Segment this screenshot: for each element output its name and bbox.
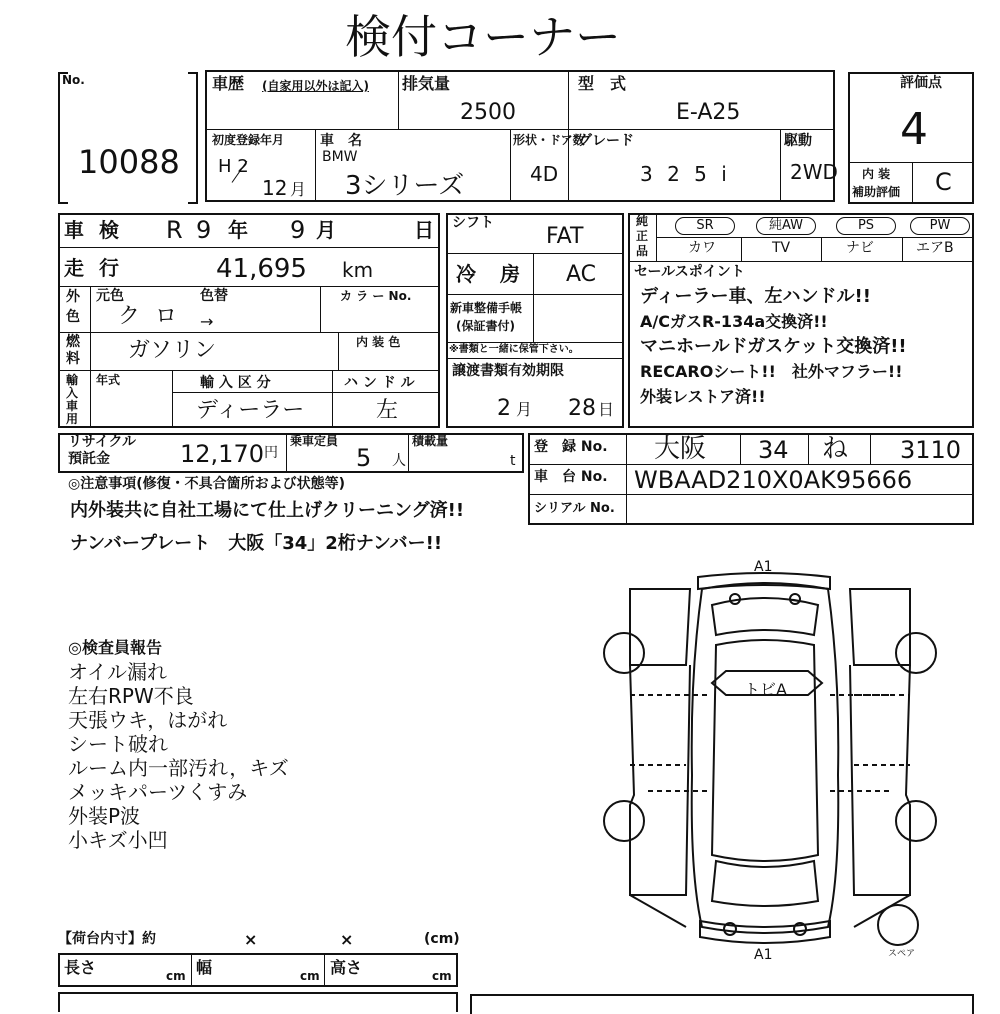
fuel-side-1: 燃: [66, 334, 80, 350]
equipment-side-label: 純正品: [636, 214, 649, 258]
load-unit: t: [510, 453, 516, 469]
cargo-length-unit: cm: [166, 969, 186, 983]
cargo-extra-row: [58, 992, 458, 1012]
page-title: 検付コーナー: [345, 10, 621, 64]
docs-label: 譲渡書類有効期限: [452, 363, 564, 379]
warranty-note: ※書類と一緒に保管下さい。: [449, 344, 579, 355]
drive-value: 2WD: [790, 160, 838, 184]
cargo-height-label: 高さ: [330, 958, 363, 977]
inspector-line: 外装P波: [68, 804, 141, 828]
inspector-line: メッキパーツくすみ: [68, 780, 248, 804]
notes-label: ◎注意事項(修復・不具合箇所および状態等): [68, 476, 346, 492]
import-side-label: 輸入車用: [66, 373, 79, 426]
vehicle-info-table: [58, 213, 440, 428]
registration-class: 34: [758, 436, 789, 464]
registration-kana: ね: [822, 434, 849, 464]
inspector-line: シート破れ: [68, 732, 168, 756]
color-change-value: →: [200, 312, 214, 331]
warranty-label: 新車整備手帳: [450, 301, 523, 315]
interior-value: C: [935, 168, 952, 196]
first-reg-month: 12: [262, 176, 288, 200]
inspection-label: 車 検: [64, 218, 123, 242]
no-label: No.: [62, 73, 85, 87]
chassis-number: WBAAD210X0AK95666: [634, 466, 913, 494]
docs-month: 2: [497, 396, 511, 421]
registration-number: 3110: [900, 436, 962, 464]
sales-point-line: ディーラー車、左ハンドル!!: [640, 286, 871, 307]
docs-day: 28: [568, 396, 596, 421]
interior-sub-label: 補助評価: [852, 185, 901, 199]
cargo-length-label: 長さ: [64, 958, 97, 977]
interior-color-label: 内 装 色: [356, 335, 401, 349]
model-label: 型 式: [578, 74, 627, 93]
drive-label: 駆動: [784, 133, 812, 149]
capacity-value: 5: [356, 444, 372, 472]
grade-value: 3 2 5 i: [640, 162, 731, 186]
registration-label: 登 録 No.: [534, 439, 608, 455]
mileage-value: 41,695: [216, 254, 307, 284]
equip-alloy-wheel: 純AW: [756, 217, 816, 235]
inspection-month: 9: [290, 216, 306, 244]
color-side-2: 色: [66, 309, 80, 325]
import-year-label: 年式: [96, 373, 121, 387]
ac-label: 冷 房: [456, 262, 522, 286]
orig-color-label: 元色: [96, 288, 124, 304]
docs-day-unit: 日: [598, 400, 615, 419]
sales-point-line: A/CガスR-134a交換済!!: [640, 312, 828, 331]
mileage-unit: km: [342, 258, 374, 282]
model-value: E-A25: [676, 100, 741, 125]
capacity-unit: 人: [392, 453, 406, 469]
inspection-year-unit: 年: [228, 218, 248, 242]
score-label: 評価点: [900, 75, 942, 91]
load-label: 積載量: [412, 434, 449, 448]
notes-line: ナンバープレート 大阪「34」2桁ナンバー!!: [70, 533, 443, 554]
sales-point-line: RECAROシート!! 社外マフラー!!: [640, 362, 903, 381]
first-reg-month-unit: 月: [290, 180, 307, 199]
equip-sr: SR: [675, 217, 735, 235]
first-reg-year: H 2: [218, 156, 249, 177]
lot-number: 10088: [78, 143, 180, 181]
sales-point-line: マニホールドガスケット交換済!!: [640, 336, 907, 357]
first-reg-label: 初度登録年月: [212, 133, 285, 147]
docs-month-unit: 月: [516, 400, 533, 419]
car-name: 3シリーズ: [345, 171, 465, 201]
inspector-label: ◎検査員報告: [68, 638, 162, 657]
fuel-value: ガソリン: [128, 338, 217, 363]
equip-ps: PS: [836, 217, 896, 235]
warranty-sub-label: (保証書付): [456, 319, 515, 333]
diagram-rear-label: A1: [754, 947, 773, 963]
spare-tire-label: スペア: [888, 949, 916, 959]
handle-value: 左: [376, 398, 399, 423]
ac-value: AC: [566, 262, 597, 287]
equip-airbag: エアB: [916, 240, 954, 256]
bottom-right-box: [470, 994, 974, 1014]
cargo-table: [58, 953, 458, 987]
score-value: 4: [900, 104, 928, 155]
cargo-x1: ×: [244, 930, 258, 949]
recycle-value: 12,170: [180, 440, 264, 468]
body-value: 4D: [530, 162, 559, 186]
fuel-side-2: 料: [66, 351, 80, 367]
import-type-label: 輸 入 区 分: [200, 375, 271, 391]
inspection-day-unit: 日: [414, 218, 434, 242]
lot-bracket-right: [188, 72, 198, 204]
grade-label: グレード: [578, 133, 634, 149]
body-label: 形状・ドア数: [513, 133, 585, 147]
serial-label: シリアル No.: [534, 501, 615, 516]
displacement-value: 2500: [460, 100, 516, 125]
sales-points-label: セールスポイント: [634, 264, 745, 280]
color-change-label: 色替: [200, 288, 228, 304]
displacement-label: 排気量: [402, 74, 451, 93]
equip-pw: PW: [910, 217, 970, 235]
chassis-label: 車 台 No.: [534, 469, 608, 485]
mileage-label: 走 行: [64, 256, 123, 280]
car-damage-diagram: [590, 555, 950, 995]
cargo-label: 【荷台内寸】約: [58, 931, 156, 947]
cargo-x2: ×: [340, 930, 354, 949]
color-side-1: 外: [66, 289, 80, 305]
interior-label: 内 装: [862, 167, 891, 181]
cargo-unit: (cm): [424, 931, 460, 947]
registration-region: 大阪: [654, 434, 707, 464]
history-label: 車歴: [212, 74, 245, 93]
recycle-unit: 円: [264, 445, 278, 461]
lot-bracket-left: [58, 72, 68, 204]
inspector-line: 天張ウキ，はがれ: [68, 708, 228, 732]
recycle-sub-label: 預託金: [68, 451, 110, 467]
inspector-line: 左右RPW不良: [68, 684, 194, 708]
orig-color-value: ク ロ: [118, 304, 181, 329]
capacity-label: 乗車定員: [290, 434, 339, 448]
shift-value: FAT: [546, 224, 584, 249]
inspector-line: ルーム内一部汚れ，キズ: [68, 756, 289, 780]
equip-leather: カワ: [688, 240, 716, 256]
cargo-width-unit: cm: [300, 969, 320, 983]
shift-label: シフト: [452, 215, 494, 231]
inspector-line: オイル漏れ: [68, 660, 167, 684]
color-code-label: カ ラ ー No.: [340, 289, 412, 303]
import-type-value: ディーラー: [196, 398, 305, 423]
car-name-label: 車 名: [320, 133, 362, 149]
cargo-width-label: 幅: [196, 958, 213, 977]
equip-navi: ナビ: [846, 240, 874, 256]
sales-point-line: 外装レストア済!!: [640, 387, 766, 406]
inspection-year: 9: [196, 216, 212, 244]
car-maker: BMW: [322, 149, 358, 165]
cargo-height-unit: cm: [432, 969, 452, 983]
inspection-month-unit: 月: [316, 218, 336, 242]
notes-line: 内外装共に自社工場にて仕上げクリーニング済!!: [70, 500, 465, 521]
inspector-line: 小キズ小凹: [68, 828, 168, 852]
history-note: (自家用以外は記入): [262, 79, 369, 93]
equip-tv: TV: [772, 240, 791, 256]
diagram-roof-label: トビA: [744, 680, 787, 699]
handle-label: ハ ン ド ル: [344, 375, 415, 391]
diagram-front-label: A1: [754, 559, 773, 575]
inspection-era: R: [166, 216, 183, 244]
recycle-label: リサイクル: [68, 434, 137, 450]
